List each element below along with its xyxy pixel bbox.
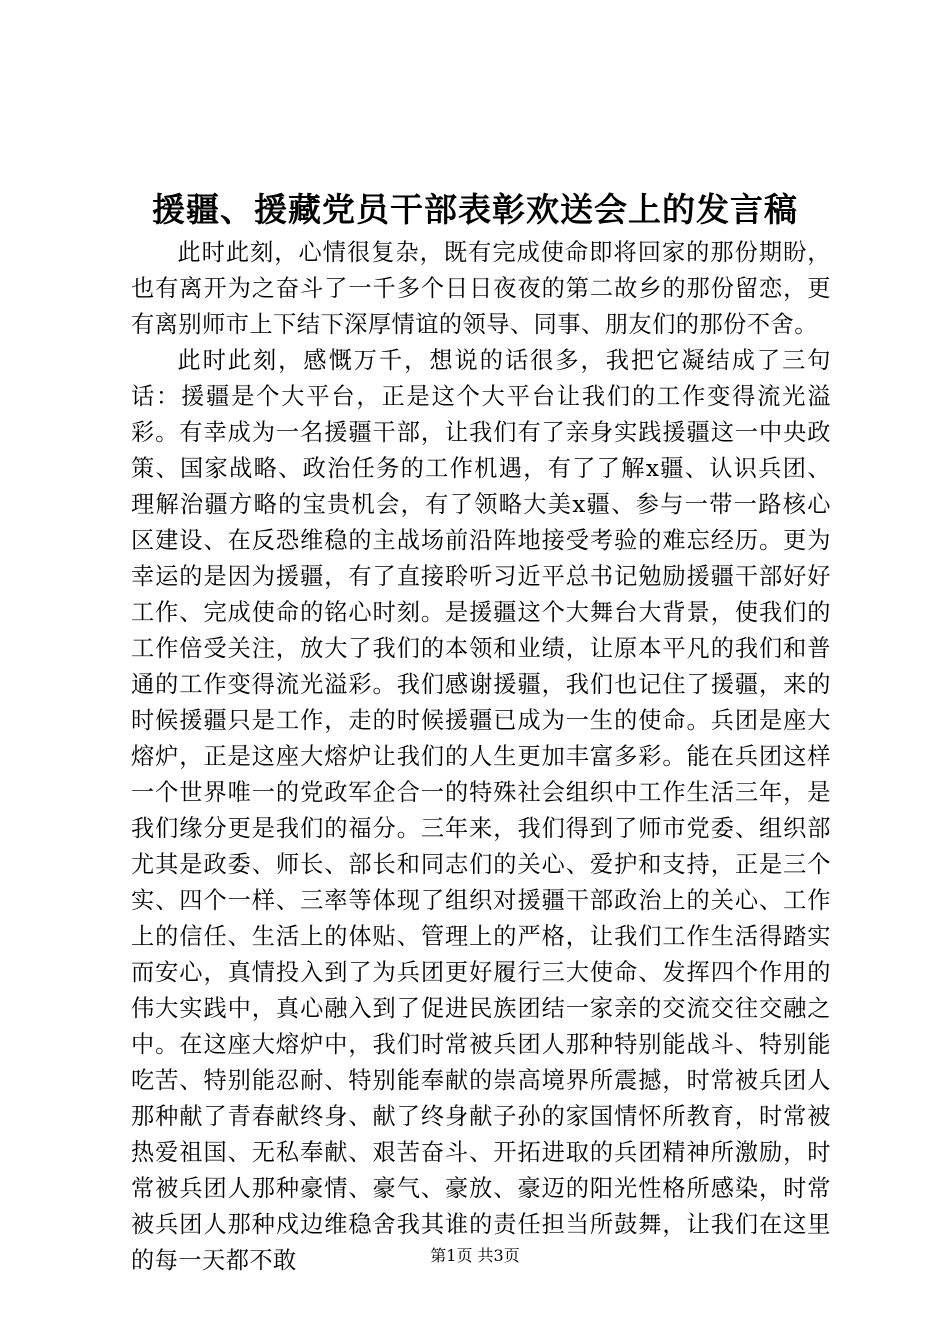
page-indicator: 第1页 共3页 — [430, 1246, 520, 1265]
page-footer — [0, 1246, 950, 1266]
document-title: 援疆、援藏党员干部表彰欢送会上的发言稿 — [152, 190, 798, 229]
document-body — [131, 235, 831, 1279]
paragraph-1: 此时此刻，心情很复杂，既有完成使命即将回家的那份期盼，也有离开为之奋斗了一千多个日日夜夜的第二故乡的那份留恋，更有离别师市上下结下深厚情谊的领导、同事、朋友们的那份不舍。 — [131, 239, 831, 338]
paragraph-2: 此时此刻，感慨万千，想说的话很多，我把它凝结成了三句话：援疆是个大平台，正是这个大平台让我们的工作变得流光溢彩。有幸成为一名援疆干部，让我们有了亲身实践援疆这一中央政策、国家战略、政治任务的工作机遇，有了了解x疆、认识兵团、理解治疆方略的宝贵机会，有了领略大美x疆、参与一带一路核心区建设、在反恐维稳的主战场前沿阵地接受考验的难忘经历。更为幸运的是因为援疆，有了直接聆听习近平总书记勉励援疆干部好好工作、完成使命的铭心时刻。是援疆这个大舞台大背景，使我们的工作倍受关注，放大了我们的本领和业绩，让原本平凡的我们和普通的工作变得流光溢彩。我们感谢援疆，我们也记住了援疆，来的时候援疆只是工作，走的时候援疆已成为一生的使命。兵团是座大熔炉，正是这座大熔炉让我们的人生更加丰富多彩。能在兵团这样一个世界唯一的党政军企合一的特殊社会组织中工作生活三年，是我们缘分更是我们的福分。三年来，我们得到了师市党委、组织部尤其是政委、师长、部长和同志们的关心、爱护和支持，正是三个实、四个一样、三率等体现了组织对援疆干部政治上的关心、工作上的信任、生活上的体贴、管理上的严格，让我们工作生活得踏实而安心，真情投入到了为兵团更好履行三大使命、发挥四个作用的伟大实践中，真心融入到了促进民族团结一家亲的交流交往交融之中。在这座大熔炉中，我们时常被兵团人那种特别能战斗、特别能吃苦、特别能忍耐、特别能奉献的崇高境界所震撼，时常被兵团人那种献了青春献终身、献了终身献子孙的家国情怀所教育，时常被热爱祖国、无私奉献、艰苦奋斗、开拓进取的兵团精神所激励，时常被兵团人那种豪情、豪气、豪放、豪迈的阳光性格所感染，时常被兵团人那种戍边维稳舍我其谁的责任担当所鼓舞，让我们在这里的每一天都不敢 — [131, 347, 831, 1274]
